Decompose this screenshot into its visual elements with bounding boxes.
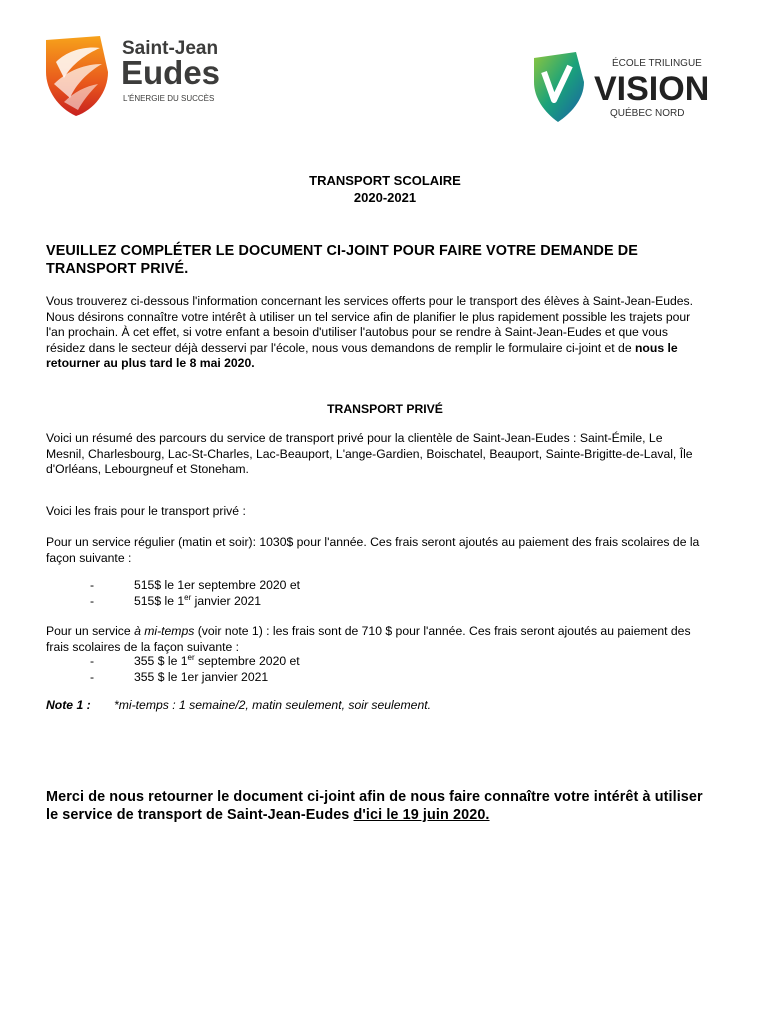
notice-line1: VEUILLEZ COMPLÉTER LE DOCUMENT CI-JOINT POUR FAIRE VOTRE DEMANDE DE (46, 243, 638, 259)
closing-line2: le service de transport de Saint-Jean-Eudes d'ici le 19 juin 2020. (46, 807, 490, 823)
note-1 (46, 698, 726, 714)
section-title: TRANSPORT PRIVÉ (327, 402, 443, 416)
summary-line1: Voici un résumé des parcours du service de transport privé pour la clientèle de Saint-Jean-Eudes : Saint-Émile, Le (46, 431, 663, 445)
summary-line2: Mesnil, Charlesbourg, Lac-St-Charles, Lac-Beauport, L'ange-Gardien, Boischatel, Beauport, Sainte-Brigitte-de-Laval, Île (46, 446, 693, 461)
regular-line1: Pour un service régulier (matin et soir): 1030$ pour l'année. Ces frais seront ajoutés au paiement des frais scolaires de la (46, 535, 700, 549)
title-line1: TRANSPORT SCOLAIRE (309, 173, 461, 188)
intro-line4: résidez dans le secteur déjà desservi par l'école, nous vous demandons de remplir le formulaire ci-joint et de nous le (46, 340, 678, 355)
ecole-vision-logo (530, 52, 730, 124)
summary-line3: d'Orléans, Lebourgneuf et Stoneham. (46, 462, 249, 477)
logo-right-line3: QUÉBEC NORD (610, 108, 685, 119)
intro-line3: l'an prochain. À cet effet, si votre enfant a besoin d'utiliser l'autobus pour se rendre à Saint-Jean-Eudes et que vous (46, 325, 668, 340)
page-title (0, 172, 770, 206)
half-time-service (46, 624, 726, 655)
fees-intro: Voici les frais pour le transport privé : (46, 504, 246, 518)
regular-payments: - 515$ le 1er septembre 2020 et - 515$ le 1er janvier 2021 (90, 578, 301, 608)
logo-right-line2: VISION (594, 70, 710, 108)
half-line2: frais scolaires de la façon suivante : (46, 639, 240, 654)
intro-paragraph (46, 294, 726, 372)
note-text: *mi-temps : 1 semaine/2, matin seulement, soir seulement. (114, 698, 432, 712)
note-label: Note 1 : (46, 698, 91, 712)
half-line1: Pour un service à mi-temps (voir note 1) : les frais sont de 710 $ pour l'année. Ces frais seront ajoutés au paiement des (46, 624, 691, 638)
saint-jean-eudes-logo (42, 32, 232, 122)
logo-left-line1: Saint-Jean (122, 38, 219, 59)
title-line2: 2020-2021 (353, 190, 417, 205)
closing-line1: Merci de nous retourner le document ci-joint afin de nous faire connaître votre intérêt à utiliser (46, 789, 703, 805)
closing-paragraph (46, 788, 726, 824)
intro-line1: Vous trouverez ci-dessous l'information concernant les services offerts pour le transport des élèves à Saint-Jean-Eudes. (46, 294, 694, 308)
intro-line2: Nous désirons connaître votre intérêt à utiliser un tel service afin de planifier le plus rapidement possible les trajets pour (46, 309, 691, 324)
logo-left-tagline: L'ÉNERGIE DU SUCCÈS (123, 94, 215, 103)
logo-right-line1: ÉCOLE TRILINGUE (612, 58, 702, 69)
closing-deadline: d'ici le 19 juin 2020. (353, 807, 490, 823)
half-time-payments: - 355 $ le 1er septembre 2020 et - 355 $ le 1er janvier 2021 (90, 652, 300, 684)
routes-summary (46, 431, 726, 478)
regular-line2: façon suivante : (46, 550, 132, 565)
notice-line2: TRANSPORT PRIVÉ. (46, 261, 189, 277)
notice-heading (46, 242, 726, 278)
intro-line5: retourner au plus tard le 8 mai 2020. (46, 356, 255, 371)
logo-left-line2: Eudes (121, 54, 221, 91)
deadline-emphasis: nous le (634, 340, 678, 355)
regular-service (46, 535, 726, 566)
